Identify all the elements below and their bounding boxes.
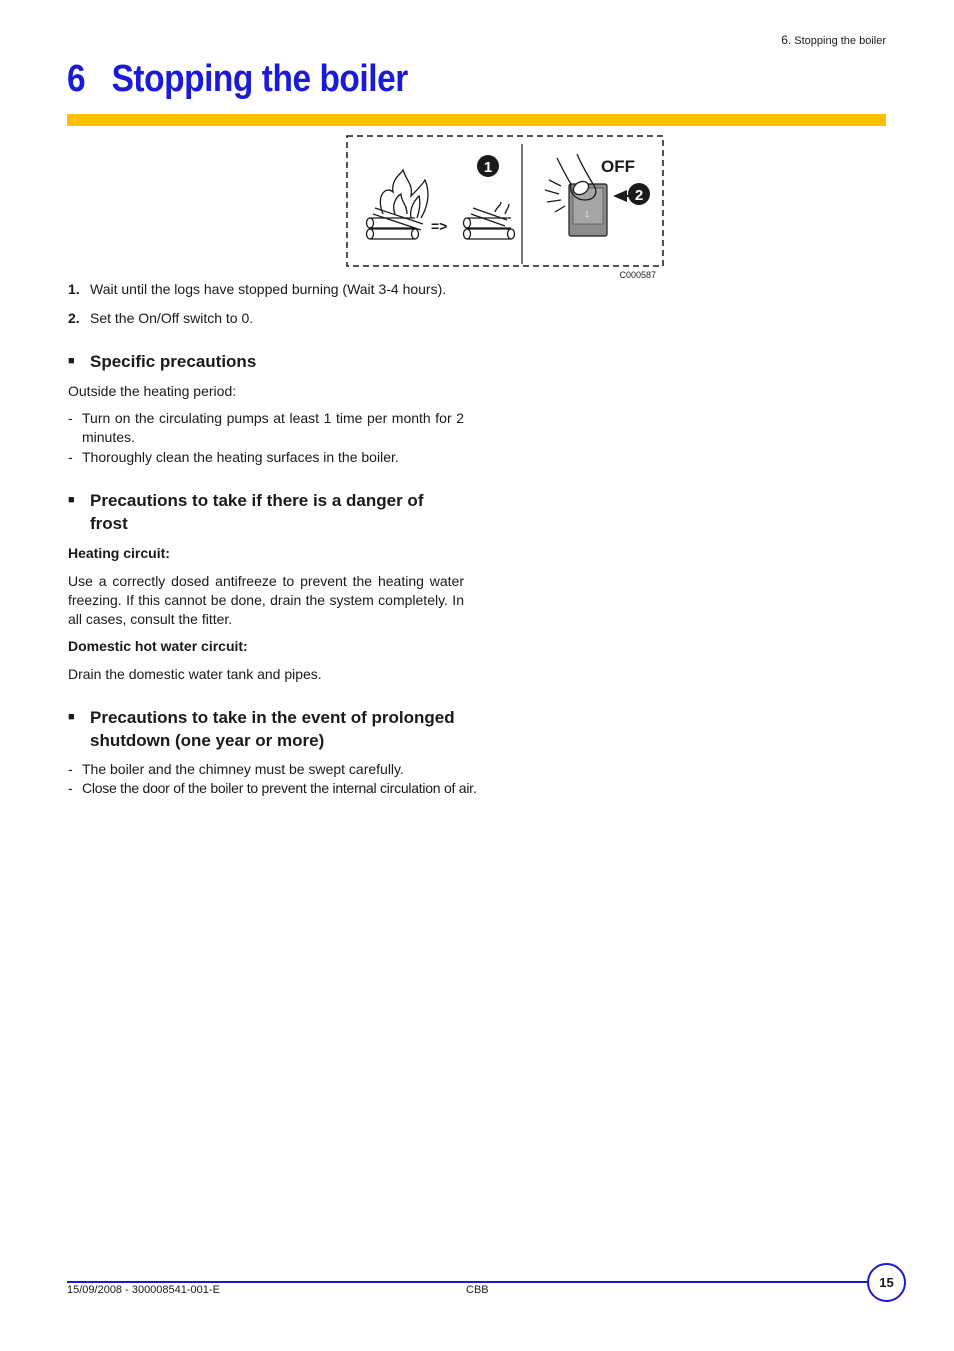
chapter-title-text: Stopping the boiler bbox=[111, 58, 408, 100]
list-item bbox=[68, 448, 464, 467]
step-text: Set the On/Off switch to 0. bbox=[90, 310, 254, 326]
step-text: Wait until the logs have stopped burning (Wait 3-4 hours). bbox=[90, 281, 447, 297]
heating-circuit-text: Use a correctly dosed antifreeze to prevent the heating water freezing. If this cannot be done, drain the system completely. In all cases, consult the fitter. bbox=[68, 573, 464, 627]
step-number: 1. bbox=[68, 281, 80, 297]
figure-arrow-text: => bbox=[431, 218, 448, 234]
page-number-badge bbox=[867, 1263, 906, 1302]
list-item-text: Thoroughly clean the heating surfaces in the boiler. bbox=[82, 449, 399, 465]
running-header-number: 6. bbox=[781, 33, 792, 47]
callout-2-arrow bbox=[613, 190, 627, 202]
step-1 bbox=[68, 280, 464, 299]
extinguished-logs-icon bbox=[464, 202, 515, 239]
heading-text: Specific precautions bbox=[90, 352, 257, 371]
heating-circuit-heading: Heating circuit: bbox=[68, 545, 170, 561]
list-item-text: The boiler and the chimney must be swept carefully. bbox=[82, 761, 404, 777]
dash-marker: - bbox=[68, 410, 73, 426]
running-header bbox=[781, 33, 886, 47]
off-label: OFF bbox=[601, 157, 635, 176]
chapter-number: 6 bbox=[67, 58, 86, 100]
square-bullet-icon: ■ bbox=[68, 711, 75, 723]
callout-1-number: 1 bbox=[483, 159, 493, 176]
heading-text: Precautions to take in the event of prolonged shutdown (one year or more) bbox=[90, 708, 455, 750]
step-2 bbox=[68, 309, 464, 328]
dash-marker: - bbox=[68, 761, 73, 777]
list-item-text: Close the door of the boiler to prevent the internal circulation of air. bbox=[82, 780, 477, 796]
callout-2-number: 2 bbox=[634, 187, 644, 204]
footer-product-code: CBB bbox=[466, 1284, 489, 1296]
page-number: 15 bbox=[879, 1275, 894, 1290]
figure-code: C000587 bbox=[619, 270, 656, 280]
footer-rule bbox=[67, 1281, 872, 1283]
square-bullet-icon: ■ bbox=[68, 494, 75, 506]
dhw-circuit-text: Drain the domestic water tank and pipes. bbox=[68, 666, 322, 682]
specific-list bbox=[68, 409, 464, 467]
title-underline-bar bbox=[67, 114, 886, 126]
shutdown-list bbox=[68, 760, 477, 798]
burning-logs-icon bbox=[367, 170, 428, 239]
frost-precautions-heading bbox=[68, 489, 464, 535]
running-header-title: Stopping the boiler bbox=[794, 35, 886, 47]
shutdown-precautions-heading bbox=[68, 706, 464, 752]
chapter-title bbox=[67, 58, 408, 101]
list-item bbox=[68, 779, 477, 798]
specific-precautions-heading bbox=[68, 350, 464, 373]
figure-illustration bbox=[345, 134, 665, 280]
list-item-text: Turn on the circulating pumps at least 1 time per month for 2 minutes. bbox=[82, 410, 464, 445]
dash-marker: - bbox=[68, 780, 73, 796]
square-bullet-icon: ■ bbox=[68, 355, 75, 367]
stopping-figure bbox=[345, 134, 665, 280]
specific-intro: Outside the heating period: bbox=[68, 383, 237, 399]
step-number: 2. bbox=[68, 310, 80, 326]
dash-marker: - bbox=[68, 449, 73, 465]
list-item bbox=[68, 409, 464, 447]
main-content bbox=[68, 280, 477, 798]
list-item bbox=[68, 760, 464, 779]
heading-text: Precautions to take if there is a danger of frost bbox=[90, 491, 424, 533]
dhw-circuit-heading: Domestic hot water circuit: bbox=[68, 638, 248, 654]
footer-doc-reference: 15/09/2008 - 300008541-001-E bbox=[67, 1284, 220, 1296]
switch-digit: 1 bbox=[584, 210, 590, 219]
